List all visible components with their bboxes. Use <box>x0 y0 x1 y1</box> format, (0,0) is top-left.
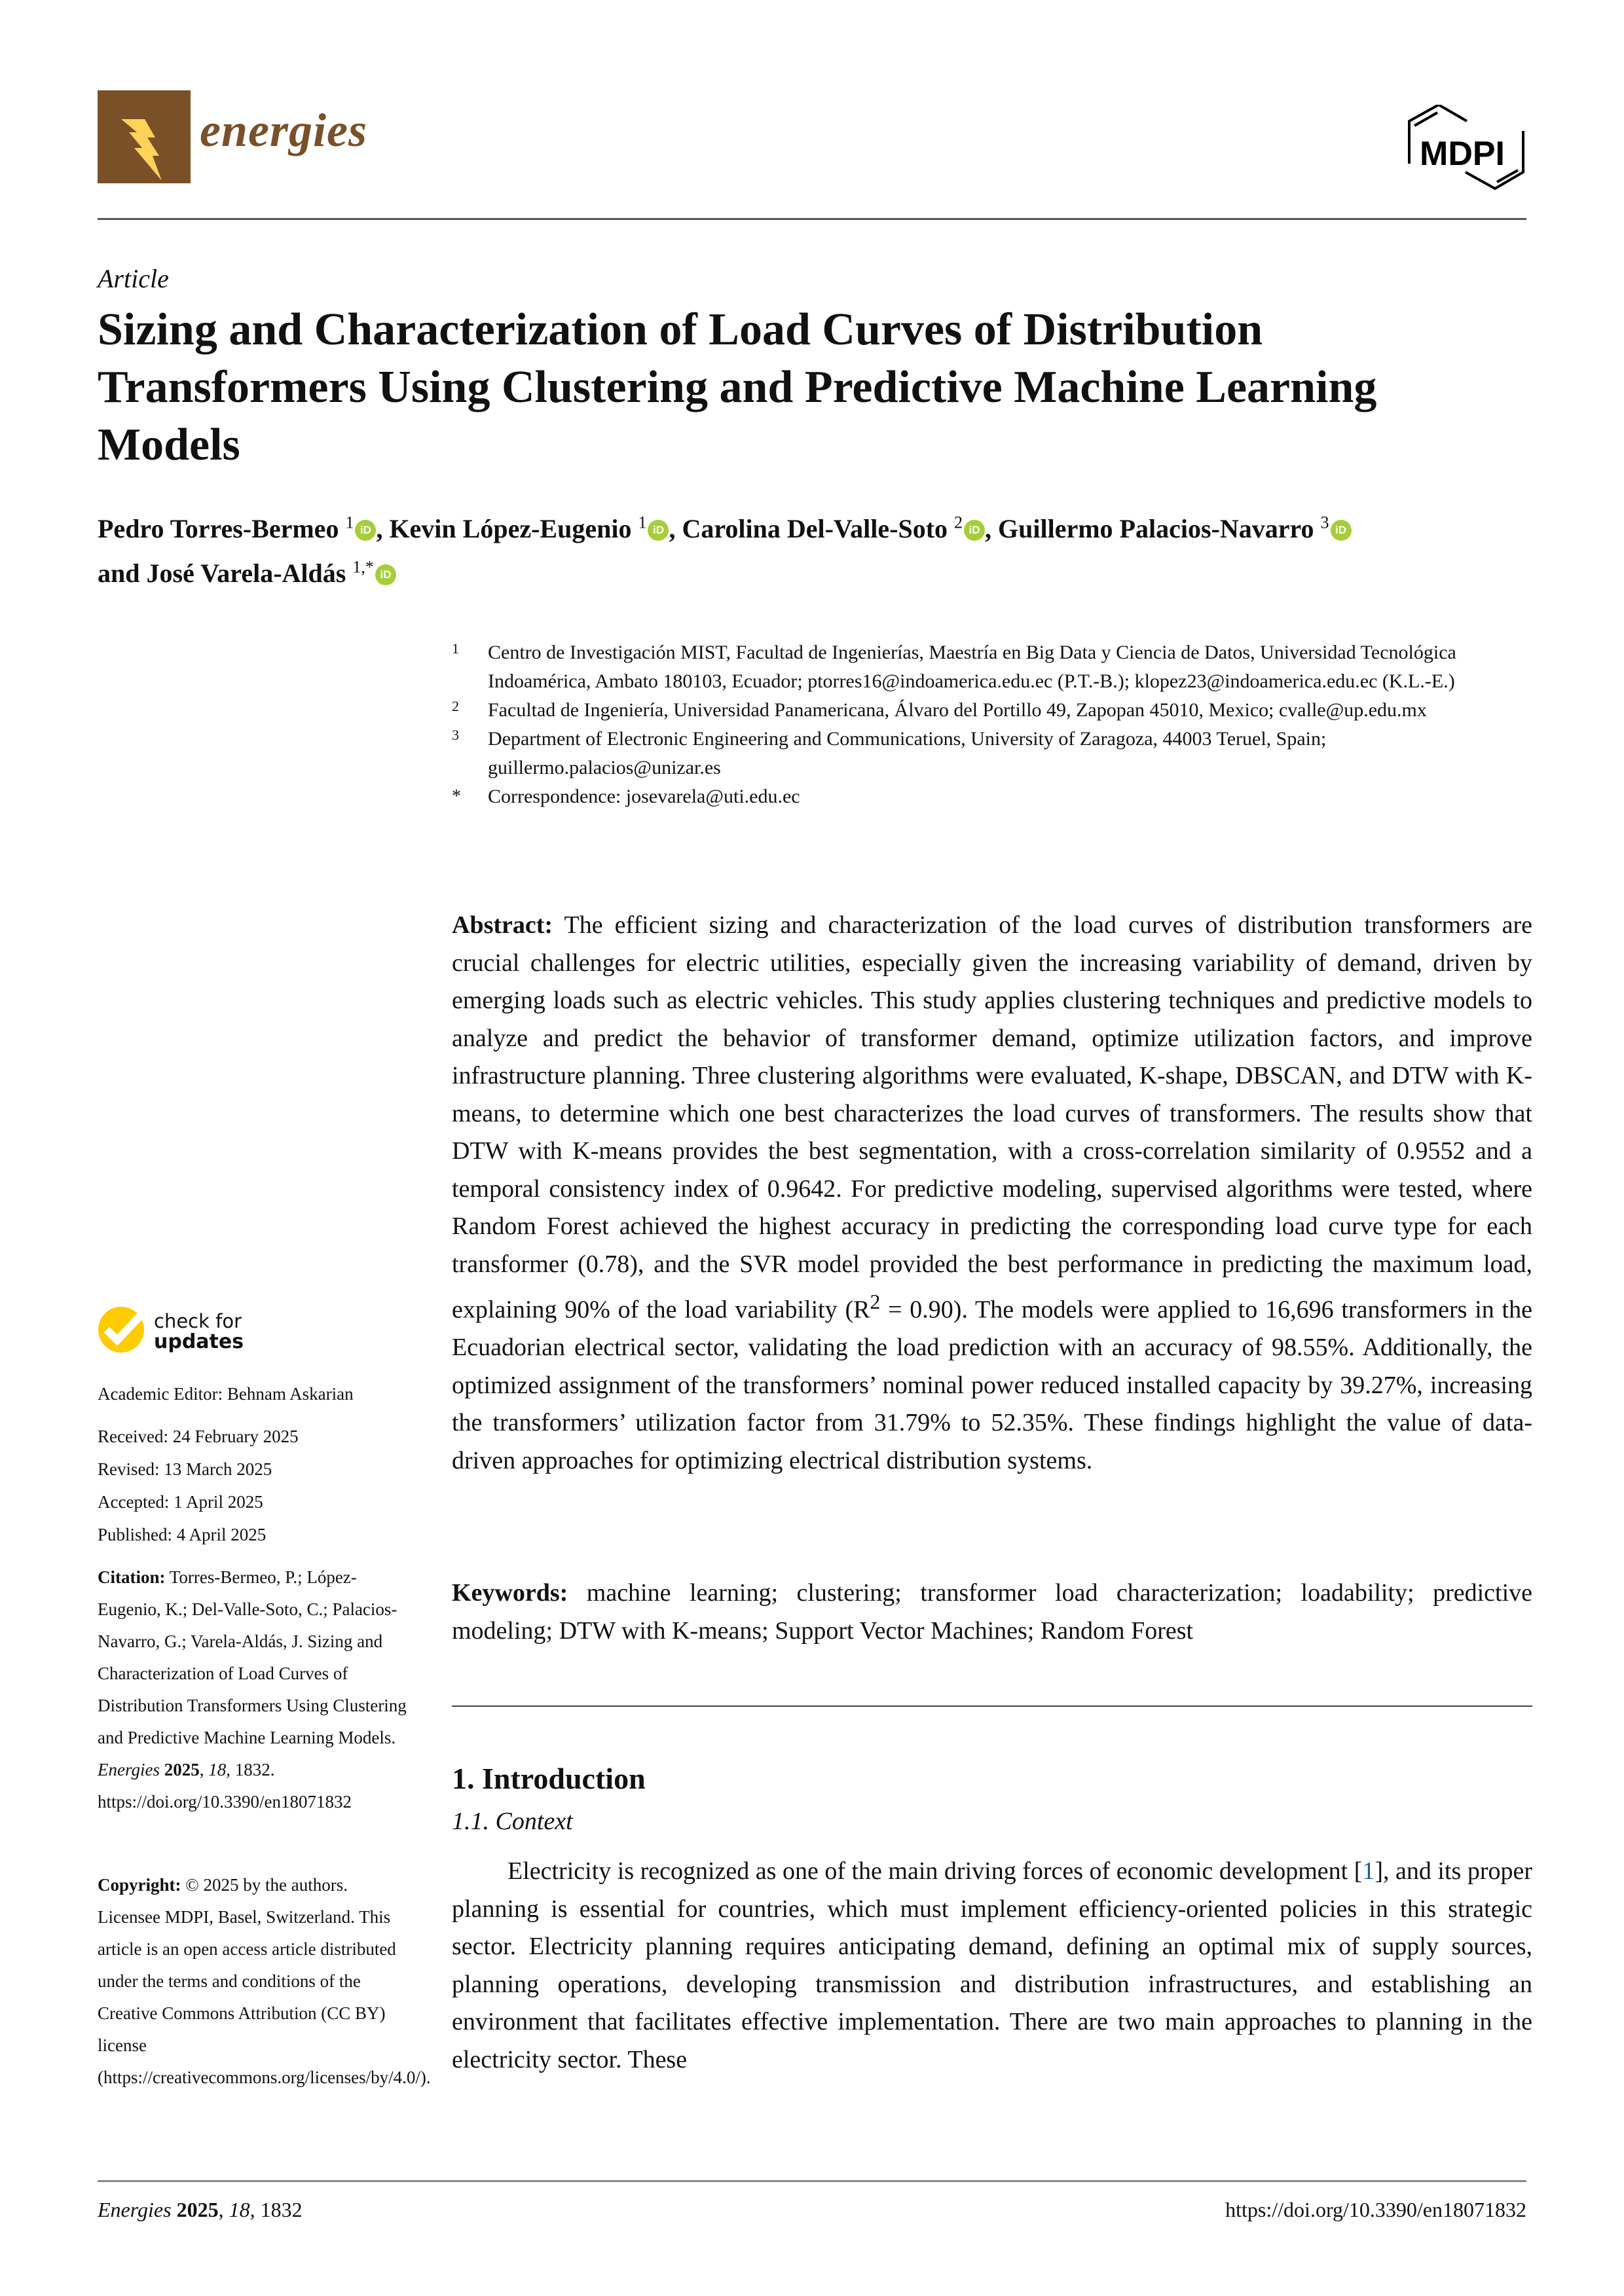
footer-citation: Energies 2025, 18, 1832 <box>98 2198 303 2221</box>
footer-divider <box>98 2180 1526 2182</box>
check-for-updates-text[interactable]: check for updates <box>154 1310 244 1353</box>
author-list: Pedro Torres-Bermeo $^1$ iD , Kevin López-Eugenio $^1$ iD , Carolina Del-Valle-Soto $^2$ iD , Guillermo Palacios-Navarro $^3$ iD and José Varela-Aldás $^{1,*}$ iD <box>98 504 1538 592</box>
lightning-bolt-icon <box>98 90 191 183</box>
revised-date: Revised: 13 March 2025 <box>98 1459 272 1479</box>
orcid-icon[interactable]: iD <box>648 520 669 541</box>
journal-logo <box>98 90 191 183</box>
svg-text:MDPI: MDPI <box>1420 135 1505 173</box>
author[interactable]: Kevin López-Eugenio $^1$ iD <box>389 514 669 543</box>
abstract: Abstract: The efficient sizing and characterization of the load curves of distribution transformers are crucial challenges for electric utilities, especially given the increasing variability of demand, driven by emerging loads such as electric vehicles. This study applies clustering techniques and predictive models to analyze and predict the behavior of transformer demand, optimize utilization factors, and improve infrastructure planning. Three clustering algorithms were evaluated, K-shape, DBSCAN, and DTW with K-means, to determine which one best characterizes the load curves of transformers. The results show that DTW with K-means provides the best segmentation, with a cross-correlation similarity of 0.9552 and a temporal consistency index of 0.9642. For predictive modeling, supervised algorithms were tested, where Random Forest achieved the highest accuracy in predicting the corresponding load curve type for each transformer (0.78), and the SVR model provided the best performance in predicting the maximum load, explaining 90% of the load variability $(R^2 = 0.90)$. The models were applied to 16,696 transformers in the Ecuadorian electrical sector, validating the load prediction with an accuracy of 98.55%. Additionally, the optimized assignment of the transformers’ nominal power reduced installed capacity by 39.27%, increasing the transformers’ utilization factor from 31.79% to 52.35%. These findings highlight the value of data-driven approaches for optimizing electrical distribution systems. <box>452 911 1532 1474</box>
reference-link[interactable]: 1 <box>1362 1857 1375 1885</box>
abstract-label: Abstract: <box>452 911 553 939</box>
affiliation-item: 3 Department of Electronic Engineering and Communications, University of Zaragoza, 44003 Teruel, Spain; guillermo.palacios@unizar.es <box>452 727 1327 778</box>
header-divider <box>98 218 1526 220</box>
copyright-notice: Copyright: © 2025 by the authors. Licensee MDPI, Basel, Switzerland. This article is an open access article distributed under the terms and conditions of the Creative Commons Attribution (CC BY) license (https://creativecommons.org/licenses/by/4.0/). <box>98 1875 431 2087</box>
keywords-label: Keywords: <box>452 1579 568 1607</box>
check-for-updates-badge[interactable] <box>98 1306 145 1357</box>
affiliation-item: 2 Facultad de Ingeniería, Universidad Panamericana, Álvaro del Portillo 49, Zapopan 45010, Mexico; cvalle@up.edu.mx <box>452 698 1427 721</box>
section-divider <box>452 1705 1532 1707</box>
author[interactable]: Carolina Del-Valle-Soto $^2$ iD <box>682 514 985 543</box>
received-date: Received: 24 February 2025 <box>98 1427 299 1446</box>
author[interactable]: and José Varela-Aldás $^{1,*}$ iD <box>98 558 396 588</box>
section-title: 1. Introduction <box>452 1762 646 1795</box>
orcid-icon[interactable]: iD <box>375 564 396 585</box>
intro-paragraph: Electricity is recognized as one of the main driving forces of economic development [1], and its proper planning is essential for countries, which must implement efficiency-oriented policies in this strategic sector. Electricity planning requires anticipating demand, defining an optimal mix of supply sources, planning operations, developing transmission and distribution infrastructures, and establishing an environment that facilitates effective implementation. There are two main approaches to planning in the electricity sector. These <box>452 1857 1532 2073</box>
published-date: Published: 4 April 2025 <box>98 1525 267 1544</box>
citation: Citation: Torres-Bermeo, P.; López-Eugenio, K.; Del-Valle-Soto, C.; Palacios-Navarro, G.; Varela-Aldás, J. Sizing and Characterization of Load Curves of Distribution Transformers Using Clustering and Predictive Machine Learning Models. Energies 2025, 18, 1832. https://doi.org/10.3390/en18071832 <box>98 1567 407 1812</box>
footer-doi-link[interactable]: https://doi.org/10.3390/en18071832 <box>1225 2198 1526 2221</box>
orcid-icon[interactable]: iD <box>1331 520 1352 541</box>
article-title: Sizing and Characterization of Load Curves of Distribution Transformers Using Clustering and Predictive Machine Learning Models <box>98 304 1377 470</box>
academic-editor: Academic Editor: Behnam Askarian <box>98 1384 354 1404</box>
mdpi-hexagon-icon <box>1408 105 1539 190</box>
keywords: Keywords: machine learning; clustering; transformer load characterization; loadability; predictive modeling; DTW with K-means; Support Vector Machines; Random Forest <box>452 1579 1532 1645</box>
orcid-icon[interactable]: iD <box>355 520 376 541</box>
check-icon <box>98 1306 145 1353</box>
mdpi-logo[interactable] <box>1408 105 1539 190</box>
article-type: Article <box>98 264 169 293</box>
subsection-title: 1.1. Context <box>452 1808 573 1835</box>
affiliations <box>452 638 1532 811</box>
author[interactable]: Guillermo Palacios-Navarro $^3$ iD <box>998 514 1352 543</box>
orcid-icon[interactable]: iD <box>964 520 985 541</box>
accepted-date: Accepted: 1 April 2025 <box>98 1492 263 1512</box>
correspondence: * Correspondence: josevarela@uti.edu.ec <box>452 786 800 807</box>
affiliation-item: 1 Centro de Investigación MIST, Facultad de Ingenierías, Maestría en Big Data y Ciencia de Datos, Universidad Tecnológica Indoamérica, Ambato 180103, Ecuador; ptorres16@indoamerica.edu.ec (P.T.-B.); klopez23@indoamerica.edu.ec (K.L.-E.) <box>452 640 1456 692</box>
journal-name[interactable]: energies <box>200 104 367 156</box>
author[interactable]: Pedro Torres-Bermeo $^1$ iD <box>98 514 376 543</box>
